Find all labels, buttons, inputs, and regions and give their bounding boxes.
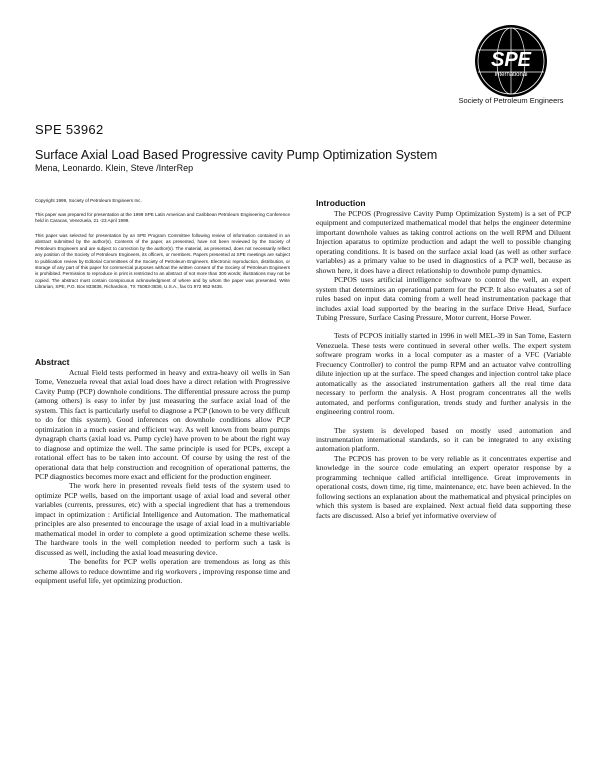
logo-international-text: International [494, 72, 528, 78]
introduction-heading: Introduction [316, 198, 366, 208]
abstract-heading: Abstract [35, 357, 70, 367]
introduction-paragraph: The system is developed based on mostly used automation and instrumentation international standards, so it can be integrated to any existing automation platform. [316, 425, 571, 454]
introduction-paragraph: PCPOS uses artificial intelligence software to control the well, an expert system that determines an operational pattern for the PCP. It also evaluates a set of rules based on input data coming from a well head instrumentation package that includes axial load supported by the bearing in the surface Drive Head, Surface Tubing Pressure, Surface Casing Pressure, Motor current, Horse Power. [316, 275, 571, 322]
review-note: This paper was selected for presentation by an SPE Program Committee following review of information contained in an abstract submitted by the author(s). Contents of the paper, as presented, have not been reviewed by the Society of Petroleum Engineers and are subject to correction by the author(s). The material, as presented, does not necessarily reflect any position of the Society of Petroleum Engineers, its officers, or members. Papers presented at SPE meetings are subject to publication review by Editorial Committees of the Society of Petroleum Engineers. Electronic reproduction, distribution, or storage of any part of this paper for commercial purposes without the written consent of the Society of Petroleum Engineers is prohibited. Permission to reproduce in print is restricted to an abstract of not more than 300 words; illustrations may not be copied. The abstract must contain conspicuous acknowledgment of where and by whom the paper was presented. Write Librarian, SPE, P.O. Box 833836, Richardson, TX 75083-3836, U.S.A., fax 01 972 952 9435. [35, 233, 290, 290]
abstract-section [35, 357, 290, 585]
introduction-paragraph: The PCPOS has proven to be very reliable as it concentrates expertise and knowledge in the source code emulating an expert operator response by a programming technique called artificial intelligence. Great improvements in operational costs, down time, rig time, maintenance, etc. have been achieved. In the following sections an explanation about the mathematical and physical principles on which this system is based are explained. Next actual field data supporting these facts are discussed. Also a brief yet informative overview of [316, 453, 571, 520]
paper-number: SPE 53962 [35, 122, 104, 137]
abstract-paragraph: The benefits for PCP wells operation are tremendous as long as this scheme allows to reduce downtime and rig workovers , improving response time and equipment useful life, yet optimizing production. [35, 557, 290, 585]
introduction-paragraph: The PCPOS (Progressive Cavity Pump Optimization System) is a set of PCP equipment and computerized mathematical model that helps the engineer determine important downhole values as taking control actions on the well RPM and Diluent Injection aparatus to optimize production and adapt the well to possible changing operating conditions. It is based on the surface axial load (as well as other surface variables) as a primary value to be used in diagnostics of a PCP well, because as shown here, it does have a direct relationship to downhole pump dynamics. [316, 209, 571, 275]
introduction-paragraph: Tests of PCPOS initially started in 1996 in well MEL-39 in San Tome, Eastern Venezuela. These tests were continued in several other wells. The expert system software program works in a local computer as a master of a VFC (Variable Frecuency Controller) to control the pump RPM and an actuator valve controlling dilute injection up at the surface. The speed changes and injection control take place automatically as the associated instrumentation gathers all the real time data necessary to perform the analysis. A Host program concentrates all the wells automated, and performs configuration, trends study and further analysis in the engineering control room. [316, 331, 571, 417]
logo-caption: Society of Petroleum Engineers [458, 96, 564, 105]
paper-title: Surface Axial Load Based Progressive cavity Pump Optimization System [35, 148, 438, 162]
abstract-paragraph: The work here in presented reveals field tests of the system used to optimize PCP wells, based on the important usage of axial load and several other variables (currents, pressures, etc) with a special ingredient that has a tremendous impact in optimization : Artificial Intelligence and Automation. The mathematical principles are also presented to encourage the usage of axial load in a multivariable mathematical model in order to complete a good optimization scheme these wells. The hardware tools in the well completion needed to perform such a task is discussed as well, including the axial load measuring device. [35, 481, 290, 557]
logo-spe-text: SPE [490, 49, 532, 71]
preparation-note: This paper was prepared for presentation at the 1999 SPE Latin American and Caribbean Petroleum Engineering Conference held in Caracas, Venezuela, 21 -23 April 1999. [35, 212, 290, 224]
abstract-paragraph: Actual Field tests performed in heavy and extra-heavy oil wells in San Tome, Venezuela reveal that axial load does have a direct relation with Progressive Cavity Pump (PCP) downhole conditions. The differential pressure across the pump (among others) is easy to infer by just measuring the surface axial load of the system. This fact is particularly useful to diagnose a PCP (known to be very difficult to do for this system). Good inferences on downhole conditions allow PCP optimization in a much easier and efficient way. As well known from beam pumps dynagraph charts (axial load vs. Pump cycle) have proven to be about the right way to diagnose and optimize the well. The same principle is used for PCPs, except a rotational effect has to be taken into account. Of course by using the rest of the operational data that help construction and recognition of operational patterns, the PCP diagnostics becomes more exact and efficient for the production engineer. [35, 368, 290, 481]
introduction-section [316, 198, 571, 520]
paper-authors: Mena, Leonardo. Klein, Steve /InterRep [35, 163, 194, 173]
copyright-notice: Copyright 1999, Society of Petroleum Engineers Inc. [35, 198, 142, 203]
